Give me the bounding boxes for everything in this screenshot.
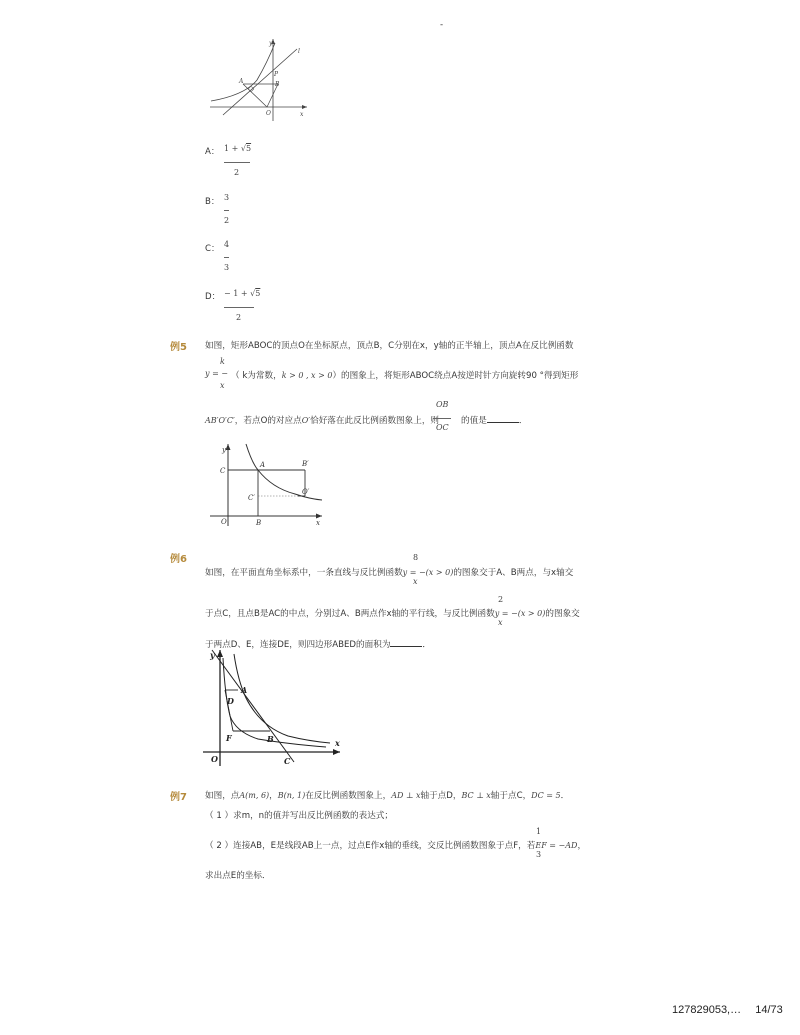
fig1-y-label: y: [269, 40, 273, 47]
ex5-fig-cp: C′: [248, 494, 255, 502]
example-5-label: 例5: [170, 342, 187, 353]
ex7-question-2: （ 2 ）连接AB，E是线段AB上一点，过点E作x轴的垂线，交反比例函数图象于点F，若EF = −AD，: [205, 841, 587, 851]
ex6-fig-c: C: [284, 756, 291, 766]
ex7-question-2-cont: 求出点E的坐标．: [205, 871, 271, 881]
ex6-fig-a: A: [241, 685, 248, 695]
choice-d-numerator: − 1 + √5: [224, 289, 261, 298]
choice-c-fraction-bar: [224, 257, 229, 258]
ex6-line2: 于点C，且点B是AC的中点，分别过A、B两点作x轴的平行线，与反比例函数y = −(x > 0)的图象交: [205, 609, 580, 619]
choice-c-numerator: 4: [224, 240, 230, 249]
ex5-fraction-bar: [433, 418, 451, 419]
ex5-fig-x: x: [316, 519, 320, 527]
ex6-f1-denominator: x: [413, 577, 418, 586]
ex5-fig-b: B: [256, 519, 262, 527]
ex6-figure-graph: [198, 646, 348, 771]
footer-page-number: 14/73: [755, 1004, 783, 1016]
header-dash: -: [440, 20, 444, 30]
ex6-fig-d: D: [227, 696, 234, 706]
choice-a-fraction-bar: [224, 162, 250, 163]
ex5-x-denominator: x: [220, 381, 225, 390]
ex7-ef-denominator: 3: [536, 850, 542, 859]
choice-c-denominator: 3: [224, 263, 230, 272]
ex6-f2-numerator: 2: [498, 595, 504, 604]
choice-d-label: D：: [205, 292, 221, 302]
footer-page-info: [672, 1004, 783, 1016]
ex5-line1: 如图，矩形ABOC的顶点O在坐标原点，顶点B，C分别在x，y轴的正半轴上，顶点A在反比例函数: [205, 341, 574, 351]
choice-b-fraction-bar: [224, 210, 229, 211]
ex5-k-numerator: k: [220, 357, 225, 366]
choice-d-denominator: 2: [236, 313, 242, 322]
ex5-fig-y: y: [222, 446, 226, 454]
ex6-fig-f: F: [226, 733, 232, 743]
ex6-fig-x: x: [335, 738, 340, 748]
ex6-fig-o: O: [211, 754, 218, 764]
ex5-figure-graph: [210, 438, 330, 528]
ex5-line2-mid: （ k为常数，k > 0 , x > 0）的图象上，将矩形ABOC绕点A按逆时针方向旋转90 °得到矩形: [231, 371, 579, 381]
choice-d-fraction-bar: [224, 307, 254, 308]
ex6-fig-b: B: [267, 734, 274, 744]
ex5-fig-c: C: [220, 467, 226, 475]
figure-1-graph: [205, 33, 315, 123]
choice-b-denominator: 2: [224, 216, 230, 225]
ex5-fig-op: O′: [302, 488, 310, 496]
ex7-ef-numerator: 1: [536, 827, 542, 836]
example-7-label: 例7: [170, 792, 187, 803]
ex6-line3: 于两点D、E，连接DE，则四边形ABED的面积为 ．: [205, 637, 431, 650]
ex6-f1-numerator: 8: [413, 553, 419, 562]
fig1-a-label: A: [239, 78, 244, 85]
choice-a-numerator: 1 + √5: [224, 144, 252, 153]
ex5-fig-a: A: [260, 461, 266, 469]
choice-b-label: B：: [205, 197, 220, 207]
choice-b-numerator: 3: [224, 193, 230, 202]
ex5-y-eq: y = −: [205, 369, 229, 378]
fig1-b-label: B: [275, 81, 280, 88]
ex5-fig-bp: B′: [302, 460, 309, 468]
ex7-question-1: （ 1 ）求m，n的值并写出反比例函数的表达式；: [205, 811, 394, 821]
choice-a-denominator: 2: [234, 168, 240, 177]
ex6-line1: 如图，在平面直角坐标系中，一条直线与反比例函数y = −(x > 0)的图象交于A、B两点，与x轴交: [205, 568, 574, 578]
ex5-oc-denominator: OC: [436, 423, 449, 432]
fig1-o-label: O: [266, 110, 271, 117]
fig1-l-label: l: [298, 48, 300, 55]
ex6-fig-y: y: [210, 650, 215, 660]
ex7-line1: 如图，点A(m, 6)，B(n, 1)在反比例函数图象上，AD ⊥ x轴于点D，BC ⊥ x轴于点C，DC = 5．: [205, 791, 570, 801]
fig1-x-label: x: [300, 111, 304, 118]
ex5-ob-numerator: OB: [436, 400, 449, 409]
choice-c-label: C：: [205, 244, 220, 254]
fig1-p-label: P: [274, 71, 279, 78]
ex5-fig-o: O: [221, 518, 227, 526]
example-6-label: 例6: [170, 554, 187, 565]
ex5-line3: AB′O′C′，若点O的对应点O′恰好落在此反比例函数图象上，则 的值是 ．: [205, 413, 527, 426]
ex6-f2-denominator: x: [498, 618, 503, 627]
footer-doc-id: 127829053,…: [672, 1004, 742, 1016]
choice-a-label: A：: [205, 147, 220, 157]
